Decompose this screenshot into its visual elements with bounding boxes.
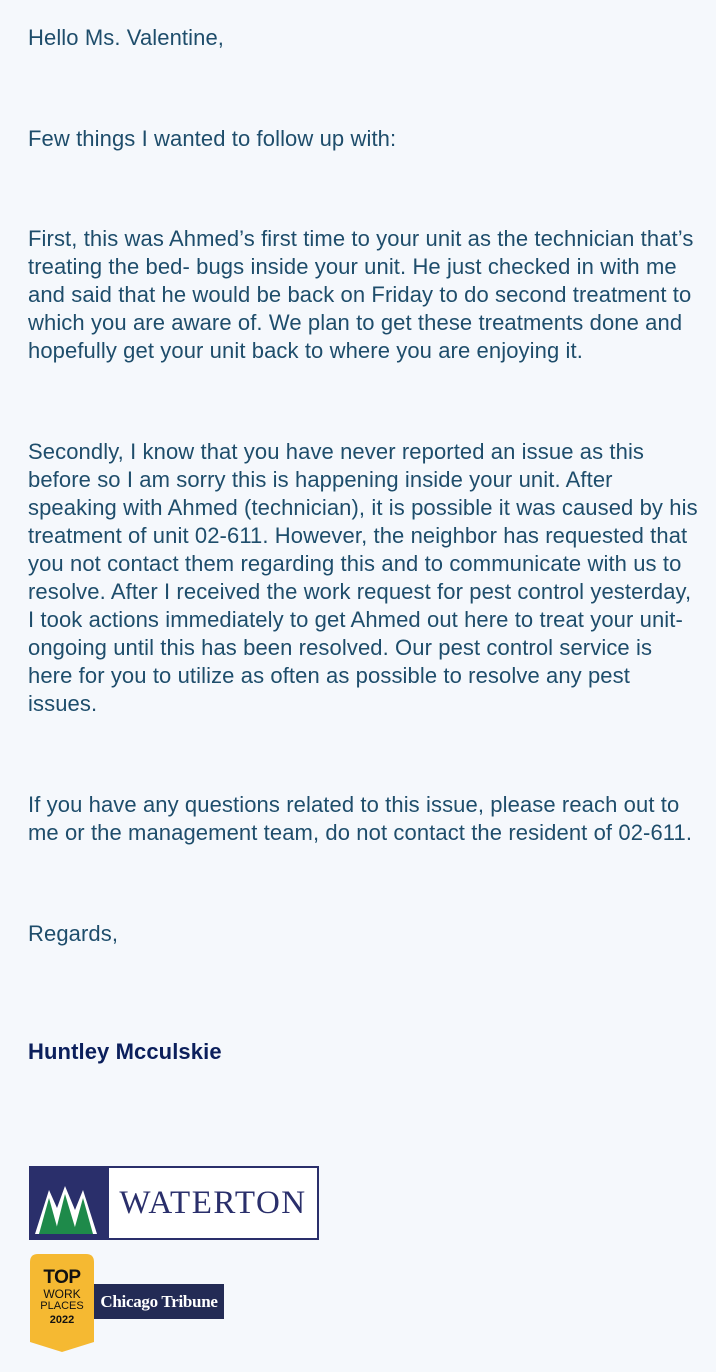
waterton-logo [29,1166,319,1240]
email-paragraph-second: Secondly, I know that you have never reported an issue as this before so I am sorry this is happening inside your unit. After speaking with Ahmed (technician), it is possible it was caused by his treatment of unit 02-611. However, the neighbor has requested that you not contact them regarding this and to communicate with us to resolve. After I received the work request for pest control yesterday, I took actions immediately to get Ahmed out here to treat your unit-ongoing until this has been resolved. Our pest control service is here for you to utilize as often as possible to resolve any pest issues. [28,439,698,716]
badge-top-text: TOP [43,1267,81,1288]
email-paragraph-third: If you have any questions related to this issue, please reach out to me or the management team, do not contact the resident of 02-611. [28,792,693,845]
waterton-mountains-icon [31,1168,109,1238]
email-signoff: Regards, [28,921,119,946]
email-greeting: Hello Ms. Valentine, [28,25,225,50]
email-body [28,24,700,1086]
badge-work-text: WORK [43,1287,81,1301]
badge-places-text: PLACES [40,1300,84,1312]
top-workplaces-badge [30,1254,94,1352]
email-intro: Few things I wanted to follow up with: [28,126,397,151]
waterton-wordmark: WATERTON [119,1184,307,1221]
signature-name: Huntley Mcculskie [28,1039,222,1064]
badge-year-text: 2022 [49,1314,75,1326]
email-paragraph-first: First, this was Ahmed’s first time to your unit as the technician that’s treating the bed- bugs inside your unit. He just checked in with me and said that he would be back on Friday to do second treatment to which you are aware of. We plan to get these treatments done and hopefully get your unit back to where you are enjoying it. [28,226,694,363]
chicago-tribune-logo: Chicago Tribune [94,1284,224,1319]
